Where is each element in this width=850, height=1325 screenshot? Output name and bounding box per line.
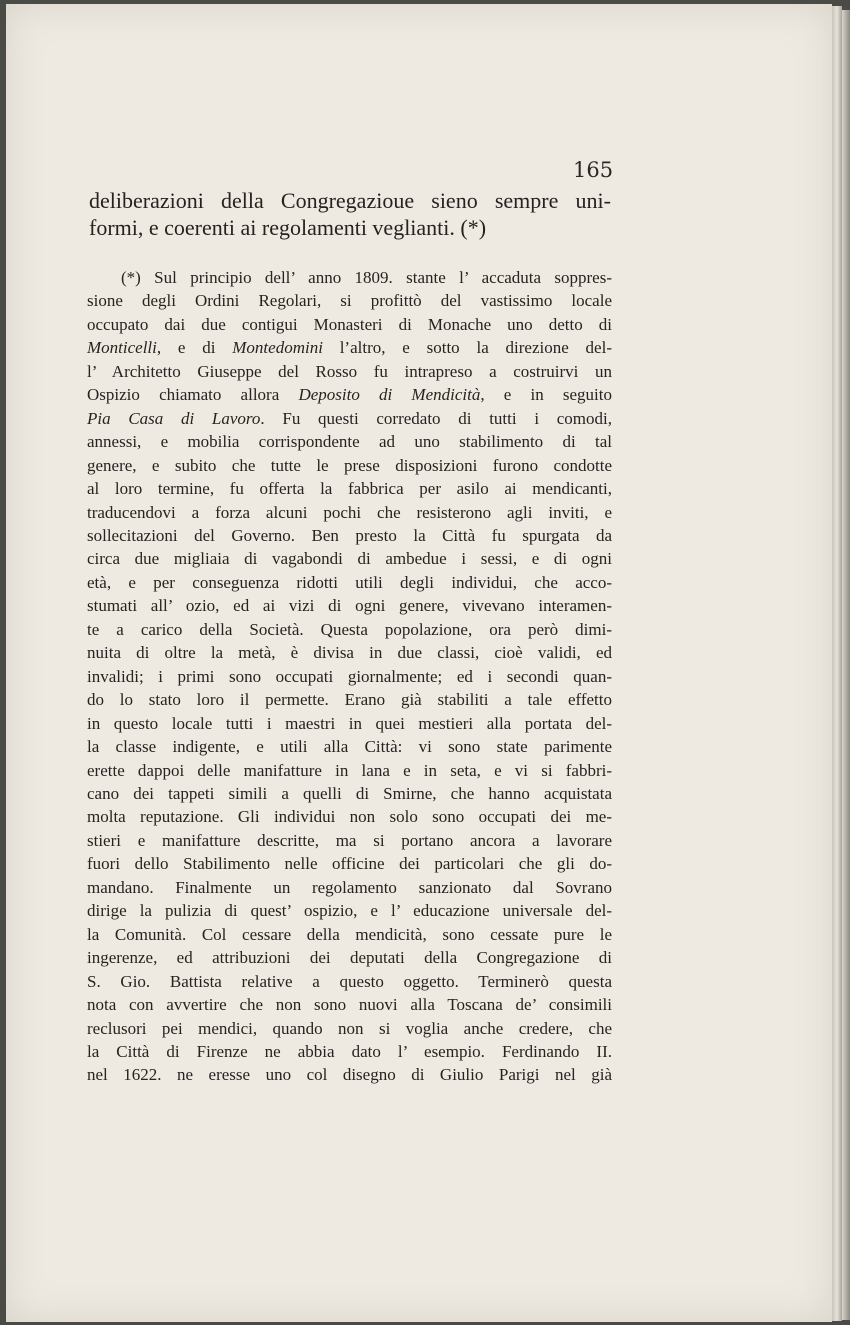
footnote-line — [87, 735, 612, 758]
text-run: sione degli Ordini Regolari, si profittò del vastissimo locale — [87, 291, 612, 311]
footnote-line — [87, 993, 612, 1016]
text-run: stieri e manifatture descritte, ma si portano ancora a lavorare — [87, 830, 612, 850]
italic-text: Montedomini — [232, 338, 323, 358]
footnote-line — [87, 712, 612, 735]
text-run: (*) Sul principio dell’ anno 1809. stante l’ accaduta soppres- — [121, 268, 612, 287]
footnote-line — [87, 594, 612, 617]
footnote-line — [87, 665, 612, 688]
footnote-line — [87, 1063, 612, 1086]
footnote-line — [87, 430, 612, 453]
text-run: l’altro, e sotto la direzione del- — [322, 338, 612, 358]
footnote — [87, 266, 612, 1087]
page-number: 165 — [573, 158, 614, 182]
text-run: Ospizio chiamato allora — [87, 385, 299, 405]
footnote-line — [87, 266, 612, 289]
text-run: , e in seguito — [480, 385, 612, 405]
text-run: circa due migliaia di vagabondi di ambedue i sessi, e di ogni — [87, 549, 612, 569]
footnote-line — [87, 946, 612, 969]
text-run: annessi, e mobilia corrispondente ad uno stabilimento di tal — [87, 432, 612, 452]
text-run: do lo stato loro il permette. Erano già stabiliti a tale effetto — [87, 690, 612, 710]
text-run: al loro termine, fu offerta la fabbrica per asilo ai mendicanti, — [87, 479, 612, 499]
page-edge-back — [842, 10, 850, 1320]
footnote-line — [87, 524, 612, 547]
text-run: traducendovi a forza alcuni pochi che resisterono agli inviti, e — [87, 502, 612, 522]
text-run: l’ Architetto Giuseppe del Rosso fu intrapreso a costruirvi un — [87, 361, 612, 381]
text-run: ingerenze, ed attribuzioni dei deputati della Congregazione di — [87, 948, 612, 968]
footnote-line — [87, 829, 612, 852]
footnote-line — [87, 1017, 612, 1040]
text-run: fuori dello Stabilimento nelle officine dei particolari che gli do- — [87, 854, 612, 874]
text-run: età, e per conseguenza ridotti utili degli individui, che acco- — [87, 572, 612, 592]
footnote-line — [87, 899, 612, 922]
footnote-line — [87, 454, 612, 477]
page-edge — [832, 6, 842, 1321]
footnote-line — [87, 1040, 612, 1063]
footnote-line — [87, 688, 612, 711]
footnote-line — [87, 407, 612, 430]
footnote-line — [87, 805, 612, 828]
italic-text: Pia Casa di Lavoro — [87, 408, 261, 428]
footnote-line — [87, 970, 612, 993]
italic-text: Deposito di Mendicità — [298, 385, 481, 405]
footnote-line — [87, 759, 612, 782]
text-run: la Comunità. Col cessare della mendicità, sono cessate pure le — [87, 924, 612, 944]
footnote-line — [87, 618, 612, 641]
text-run: . Fu questi corredato di tutti i comodi, — [260, 408, 612, 428]
text-run: S. Gio. Battista relative a questo oggetto. Terminerò questa — [87, 971, 612, 991]
footnote-line — [87, 852, 612, 875]
text-run: nota con avvertire che non sono nuovi alla Toscana de’ consimili — [87, 995, 612, 1015]
text-run: , e di — [156, 338, 233, 358]
text-run: dirige la pulizia di quest’ ospizio, e l’ educazione universale del- — [87, 901, 612, 921]
italic-text: Monticelli — [87, 338, 157, 358]
footnote-line — [87, 501, 612, 524]
text-run: sollecitazioni del Governo. Ben presto la Città fu spurgata da — [87, 525, 612, 545]
footnote-line — [87, 782, 612, 805]
footnote-line — [87, 360, 612, 383]
text-run: la Città di Firenze ne abbia dato l’ esempio. Ferdinando II. — [87, 1041, 612, 1061]
text-run: stumati all’ ozio, ed ai vizi di ogni genere, vivevano interamen- — [87, 596, 612, 616]
text-run: nel 1622. ne eresse uno col disegno di Giulio Parigi nel già — [87, 1065, 612, 1085]
footnote-line — [87, 383, 612, 406]
text-run: nuita di oltre la metà, è divisa in due classi, cioè validi, ed — [87, 643, 612, 663]
text-run: erette dappoi delle manifatture in lana e in seta, e vi si fabbri- — [87, 760, 612, 780]
footnote-line — [87, 876, 612, 899]
footnote-line — [87, 547, 612, 570]
footnote-line — [87, 336, 612, 359]
text-run: occupato dai due contigui Monasteri di Monache uno detto di — [87, 314, 612, 334]
footnote-line — [87, 477, 612, 500]
footnote-line — [87, 923, 612, 946]
text-run: cano dei tappeti simili a quelli di Smirne, che hanno acquistata — [87, 783, 612, 803]
footnote-line — [87, 313, 612, 336]
footnote-line — [87, 289, 612, 312]
text-run: te a carico della Società. Questa popolazione, ora però dimi- — [87, 619, 612, 639]
text-run: invalidi; i primi sono occupati giornalmente; ed i secondi quan- — [87, 666, 612, 686]
main-text-line: formi, e coerenti ai regolamenti veglianti. (*) — [89, 215, 487, 240]
text-run: molta reputazione. Gli individui non solo sono occupati dei me- — [87, 807, 612, 827]
main-text — [89, 187, 611, 241]
text-run: la classe indigente, e utili alla Città: vi sono state parimente — [87, 737, 612, 757]
main-text-line: deliberazioni della Congregazioue sieno sempre uni- — [89, 188, 611, 213]
footnote-line — [87, 641, 612, 664]
text-run: mandano. Finalmente un regolamento sanzionato dal Sovrano — [87, 877, 612, 897]
text-run: reclusori pei mendici, quando non si voglia anche credere, che — [87, 1018, 612, 1038]
text-run: in questo locale tutti i maestri in quei mestieri alla portata del- — [87, 713, 612, 733]
footnote-line — [87, 571, 612, 594]
text-run: genere, e subito che tutte le prese disposizioni furono condotte — [87, 455, 612, 475]
